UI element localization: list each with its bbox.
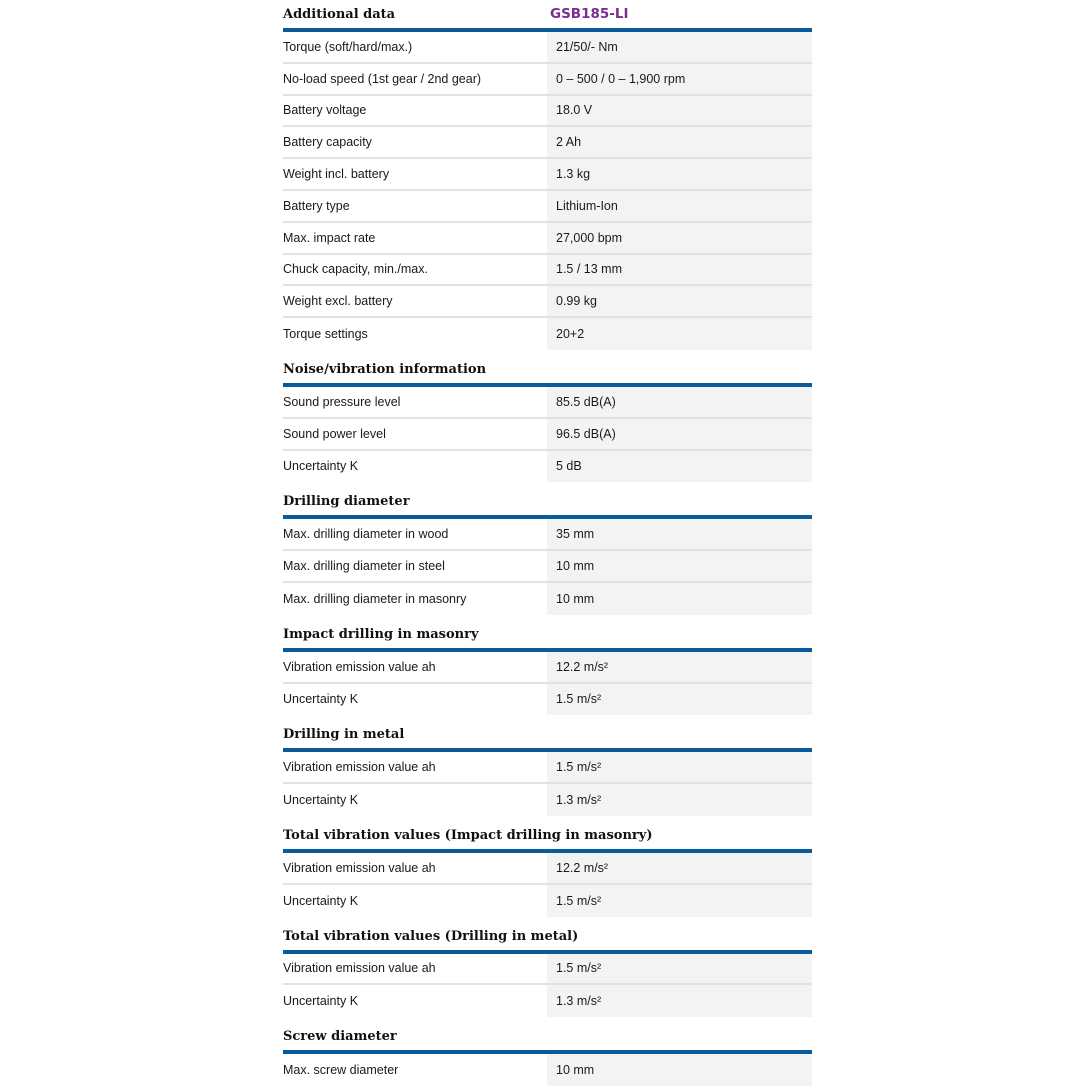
section-header <box>283 720 812 752</box>
section-header <box>283 1022 812 1054</box>
spec-label: Weight excl. battery <box>283 286 547 318</box>
spec-row <box>283 318 812 350</box>
spec-row <box>283 387 812 419</box>
spec-section <box>283 0 812 350</box>
spec-row <box>283 419 812 451</box>
spec-row <box>283 191 812 223</box>
spec-row <box>283 451 812 483</box>
spec-row <box>283 583 812 615</box>
spec-label: Max. screw diameter <box>283 1063 399 1078</box>
spec-label: Battery capacity <box>283 127 547 159</box>
section-title: Noise/vibration information <box>283 361 487 377</box>
spec-label: Uncertainty K <box>283 793 359 808</box>
spec-row <box>283 64 812 96</box>
spec-row <box>283 286 812 318</box>
spec-value: 0 – 500 / 0 – 1,900 rpm <box>547 64 812 96</box>
spec-value: 1.5 m/s² <box>547 885 812 917</box>
spec-value: 35 mm <box>547 519 812 551</box>
spec-value: 12.2 m/s² <box>547 652 812 684</box>
spec-section <box>283 620 812 716</box>
spec-label: Vibration emission value ah <box>283 853 547 885</box>
spec-label: Max. drilling diameter in steel <box>283 551 547 583</box>
spec-value: 5 dB <box>547 451 812 483</box>
spec-value: 10 mm <box>547 1054 812 1086</box>
spec-row <box>283 32 812 64</box>
spec-row <box>283 652 812 684</box>
spec-row <box>283 752 812 784</box>
section-header <box>283 620 812 652</box>
spec-label: Max. drilling diameter in wood <box>283 519 547 551</box>
spec-row <box>283 255 812 287</box>
spec-row <box>283 127 812 159</box>
spec-value: 1.3 m/s² <box>547 985 812 1017</box>
spec-label: Chuck capacity, min./max. <box>283 255 547 287</box>
spec-value: 20+2 <box>547 318 812 350</box>
section-title: Total vibration values (Drilling in metal) <box>283 928 579 944</box>
spec-label: Max. drilling diameter in masonry <box>283 591 467 606</box>
spec-sheet <box>283 0 812 1086</box>
spec-value: 10 mm <box>547 551 812 583</box>
spec-label: Uncertainty K <box>283 692 359 707</box>
section-title: Drilling in metal <box>283 727 405 743</box>
spec-value: 1.5 / 13 mm <box>547 255 812 287</box>
spec-row <box>283 223 812 255</box>
section-header <box>283 355 812 387</box>
spec-section <box>283 821 812 917</box>
section-title: Impact drilling in masonry <box>283 626 479 642</box>
spec-row <box>283 159 812 191</box>
spec-label: Max. impact rate <box>283 223 547 255</box>
spec-section <box>283 1022 812 1086</box>
spec-value: 2 Ah <box>547 127 812 159</box>
spec-label: Uncertainty K <box>283 459 359 474</box>
spec-label: Sound power level <box>283 419 547 451</box>
spec-row <box>283 784 812 816</box>
spec-row <box>283 885 812 917</box>
spec-row <box>283 954 812 986</box>
spec-row <box>283 684 812 716</box>
spec-label: Torque settings <box>283 327 368 342</box>
model-name: GSB185-LI <box>550 6 629 22</box>
section-header <box>283 487 812 519</box>
spec-label: Torque (soft/hard/max.) <box>283 32 547 64</box>
spec-value: 10 mm <box>547 583 812 615</box>
spec-row <box>283 985 812 1017</box>
spec-value: Lithium-Ion <box>547 191 812 223</box>
spec-row <box>283 96 812 128</box>
spec-section <box>283 487 812 614</box>
spec-label: Vibration emission value ah <box>283 652 547 684</box>
spec-row <box>283 853 812 885</box>
spec-row <box>283 519 812 551</box>
spec-value: 1.5 m/s² <box>547 954 812 986</box>
spec-value: 1.3 kg <box>547 159 812 191</box>
spec-label: No-load speed (1st gear / 2nd gear) <box>283 64 547 96</box>
spec-label: Uncertainty K <box>283 893 359 908</box>
section-header <box>283 0 812 32</box>
spec-label: Battery type <box>283 191 547 223</box>
spec-section <box>283 355 812 482</box>
spec-value: 1.5 m/s² <box>547 684 812 716</box>
spec-value: 1.5 m/s² <box>547 752 812 784</box>
spec-row <box>283 551 812 583</box>
section-title: Drilling diameter <box>283 494 410 510</box>
spec-label: Vibration emission value ah <box>283 954 547 986</box>
section-title: Total vibration values (Impact drilling in masonry) <box>283 827 653 843</box>
spec-label: Sound pressure level <box>283 387 547 419</box>
spec-value: 21/50/- Nm <box>547 32 812 64</box>
spec-value: 12.2 m/s² <box>547 853 812 885</box>
spec-label: Battery voltage <box>283 96 547 128</box>
spec-value: 96.5 dB(A) <box>547 419 812 451</box>
spec-value: 1.3 m/s² <box>547 784 812 816</box>
spec-value: 27,000 bpm <box>547 223 812 255</box>
spec-label: Weight incl. battery <box>283 159 547 191</box>
spec-label: Vibration emission value ah <box>283 752 547 784</box>
spec-row <box>283 1054 812 1086</box>
spec-section <box>283 720 812 816</box>
spec-value: 85.5 dB(A) <box>547 387 812 419</box>
section-header <box>283 821 812 853</box>
spec-value: 18.0 V <box>547 96 812 128</box>
section-title: Screw diameter <box>283 1029 397 1045</box>
section-header <box>283 922 812 954</box>
spec-value: 0.99 kg <box>547 286 812 318</box>
section-title: Additional data <box>283 7 396 22</box>
spec-section <box>283 922 812 1018</box>
spec-label: Uncertainty K <box>283 994 359 1009</box>
